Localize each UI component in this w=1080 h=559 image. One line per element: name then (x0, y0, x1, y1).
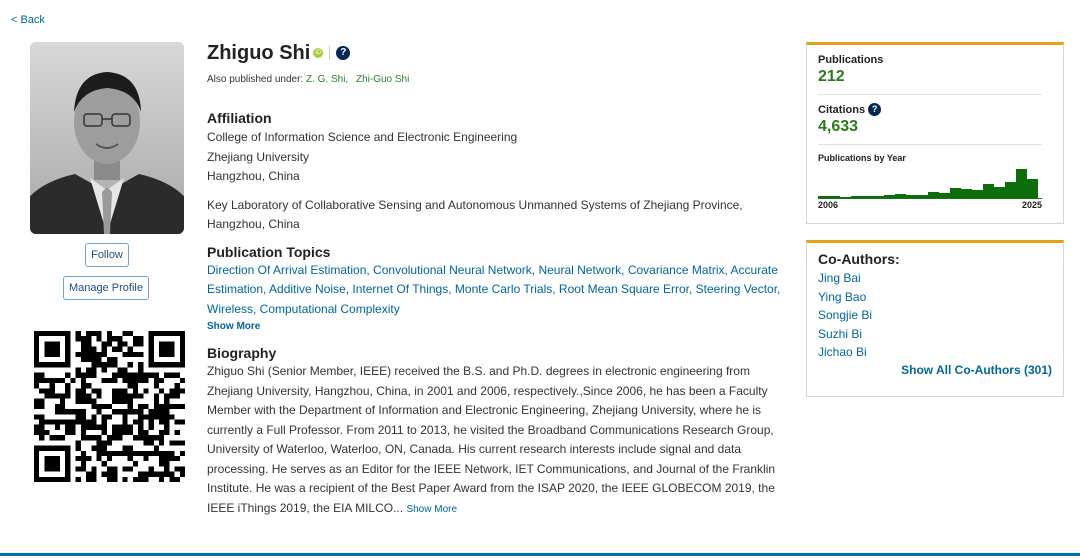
citations-label (818, 103, 1052, 116)
year-bar[interactable] (895, 194, 906, 198)
year-bar[interactable] (829, 196, 840, 198)
manage-profile-button[interactable]: Manage Profile (63, 276, 149, 300)
citations-count: 4,633 (818, 118, 859, 135)
biography-text: Zhiguo Shi (Senior Member, IEEE) received the B.S. and Ph.D. degrees in electronic engineering from Zhejiang University, Hangzhou, China, in 2001 and 2006, respectively.,Since 2006, he has been a Faculty Member with the Department of Information and Electronic Engineering, Zhejiang University, where he is currently a Full Professor. From 2011 to 2013, he visited the Broadband Communications Research Group, University of Waterloo, Waterloo, ON, Canada. His current research interests include signal and data processing. He serves as an Editor for the IEEE Network, IET Communications, and Journal of the Franklin Institute. He was a recipient of the Best Paper Award from the ISAP 2020, the IEEE GLOBECOM 2019, the IEEE iThings 2019, the EIA MILCO... (207, 364, 776, 515)
affiliation-line: Hangzhou, China (207, 169, 300, 183)
affiliation-section (207, 110, 787, 235)
orcid-icon[interactable]: iD (313, 48, 323, 58)
year-bar[interactable] (884, 195, 895, 198)
citations-label-text: Citations (818, 103, 866, 116)
alias-link[interactable]: Z. G. Shi, (305, 74, 349, 85)
divider (329, 46, 330, 60)
year-bar[interactable] (906, 195, 917, 198)
profile-photo (30, 42, 184, 234)
metrics-card (806, 42, 1064, 224)
year-start: 2006 (818, 200, 839, 210)
publications-by-year-chart[interactable] (818, 169, 1042, 199)
affiliation-heading: Affiliation (207, 110, 272, 126)
coauthor-link[interactable]: Songjie Bi (818, 308, 873, 322)
profile-main (207, 42, 787, 519)
year-end: 2025 (1021, 200, 1042, 210)
topics-heading: Publication Topics (207, 243, 331, 260)
alias-link[interactable]: Zhi-Guo Shi (355, 74, 410, 85)
year-range (818, 200, 1042, 210)
publications-label: Publications (818, 54, 884, 66)
year-bar[interactable] (961, 189, 972, 198)
affiliation-line: Zhejiang University (207, 149, 310, 164)
coauthors-heading: Co-Authors: (818, 251, 900, 267)
year-bar[interactable] (1016, 169, 1027, 198)
coauthors-card (806, 240, 1064, 397)
qr-code (34, 331, 185, 482)
back-link[interactable]: < Back (11, 14, 45, 26)
year-bar[interactable] (950, 188, 961, 198)
biography-show-more[interactable]: Show More (406, 503, 458, 515)
year-bar[interactable] (1005, 182, 1016, 198)
year-bar[interactable] (862, 196, 873, 198)
coauthor-link[interactable]: Jing Bai (818, 271, 861, 285)
topics-section (207, 244, 787, 333)
year-bar[interactable] (972, 190, 983, 198)
help-icon[interactable]: ? (868, 103, 881, 116)
coauthor-link[interactable]: Jichao Bi (818, 345, 867, 359)
aliases (207, 74, 787, 85)
topics-links[interactable]: Direction Of Arrival Estimation, Convolutional Neural Network, Neural Network, Covariance Matrix, Accurate Estimation, Additive Noise, Internet Of Things, Monte Carlo Trials, Root Mean Square Error, Steering Vector, Wireless, Computational Complexity (207, 262, 781, 316)
year-bar[interactable] (818, 196, 829, 198)
year-bar[interactable] (917, 195, 928, 198)
author-name: Zhiguo Shi (207, 41, 311, 64)
bottom-rule (0, 553, 1080, 556)
year-bar[interactable] (928, 192, 939, 198)
follow-button[interactable]: Follow (85, 243, 129, 267)
year-bar[interactable] (840, 197, 851, 198)
publications-by-year-label: Publications by Year (818, 153, 906, 163)
coauthor-link[interactable]: Ying Bao (818, 289, 867, 304)
affiliation-line: College of Information Science and Electronic Engineering (207, 130, 518, 144)
biography-heading: Biography (207, 345, 277, 361)
topics-show-more[interactable]: Show More (207, 321, 261, 332)
show-all-coauthors-link[interactable]: Show All Co-Authors (301) (901, 362, 1052, 377)
year-bar[interactable] (1027, 179, 1038, 198)
divider (818, 94, 1042, 95)
help-icon[interactable]: ? (336, 46, 350, 60)
year-bar[interactable] (939, 193, 950, 198)
year-bar[interactable] (851, 196, 862, 198)
coauthor-link[interactable]: Suzhi Bi (818, 326, 863, 341)
biography-section (207, 345, 787, 519)
aliases-label: Also published under: (207, 74, 304, 85)
affiliation-lab: Key Laboratory of Collaborative Sensing and Autonomous Unmanned Systems of Zhejiang Province, Hangzhou, China (207, 197, 743, 231)
year-bar[interactable] (994, 187, 1005, 198)
divider (818, 144, 1042, 145)
year-bar[interactable] (983, 184, 994, 198)
publications-count[interactable]: 212 (818, 68, 845, 85)
year-bar[interactable] (873, 196, 884, 198)
